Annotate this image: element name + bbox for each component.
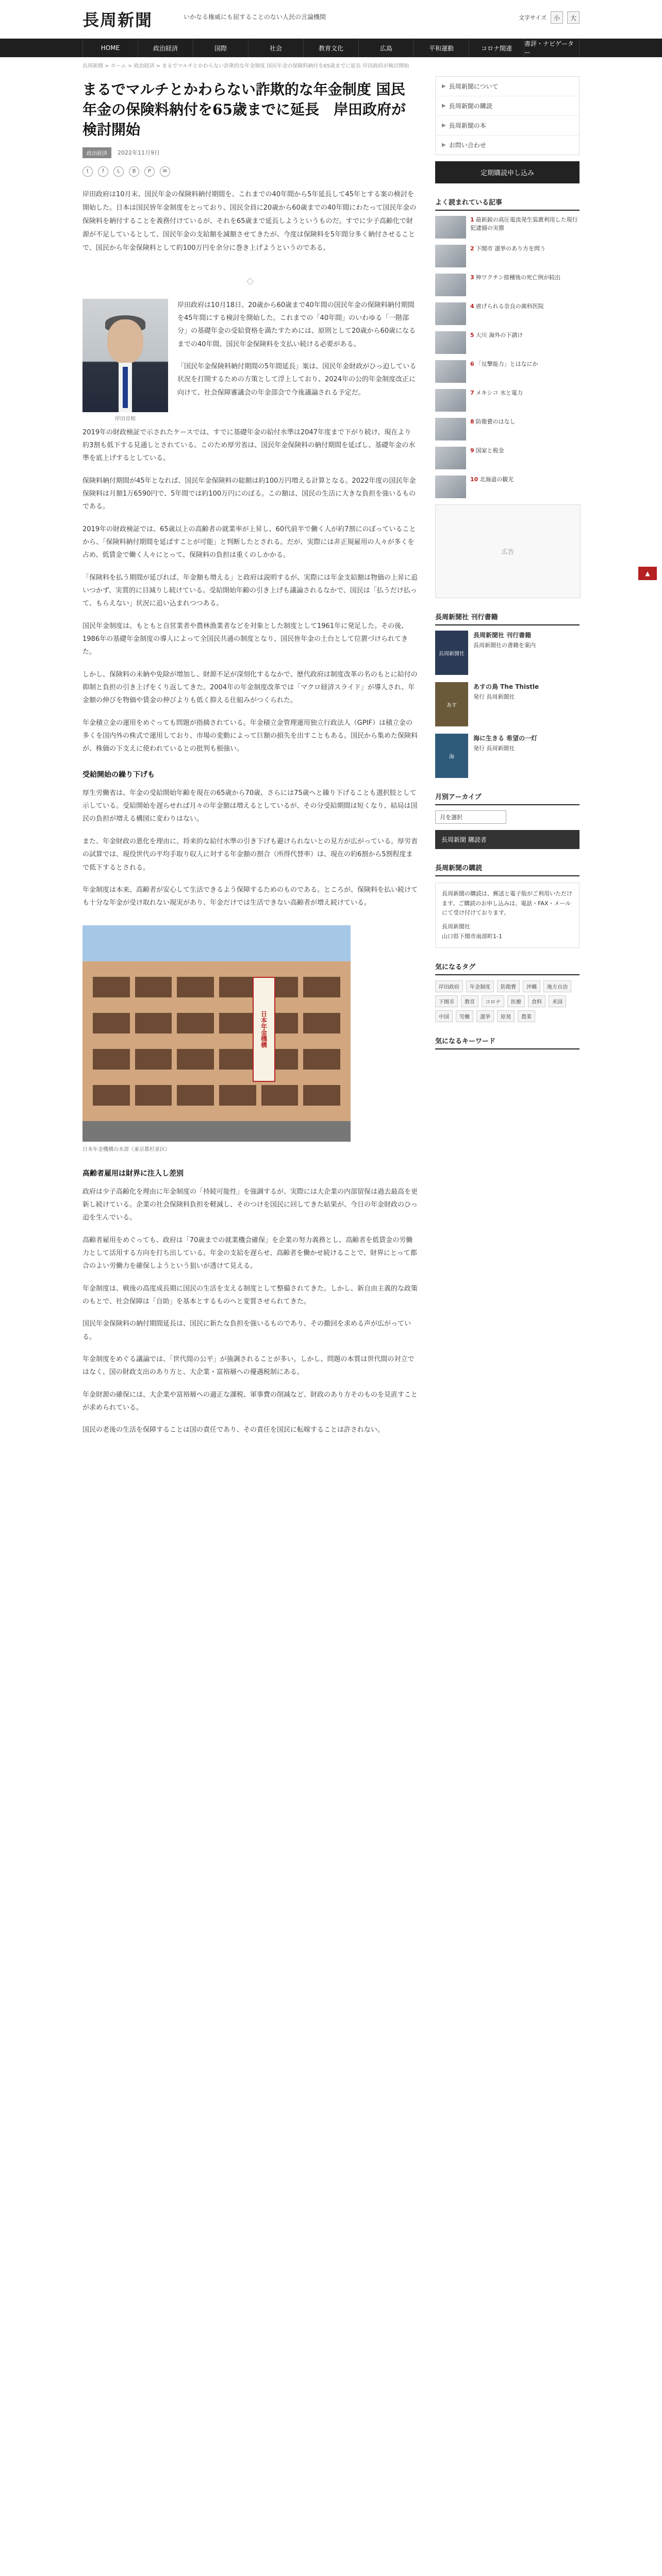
tag[interactable]: 防衛費 (497, 980, 520, 992)
chevron-right-icon: ▶ (442, 83, 446, 89)
article-title: まるでマルチとかわらない詐欺的な年金制度 国民年金の保険料納付を65歳までに延長 岸田政府が検討開始 (82, 81, 406, 139)
breadcrumb: 長周新聞 > ホーム > 政治経済 > まるでマルチとかわらない詐欺的な年金制度 国民年金の保険料納付を65歳までに延長 岸田政府が検討開始 (82, 63, 409, 69)
paragraph: 政府は少子高齢化を理由に年金制度の「持続可能性」を強調するが、実際には大企業の内部留保は過去最高を更新し続けている。企業の社会保険料負担を軽減し、そのつけを国民に回してきた結果が、今日の年金財政のひっ迫を生んでいる。 (82, 1188, 418, 1222)
article-date: 2022年11月9日 (118, 149, 160, 157)
scroll-top-button[interactable]: ▲ (638, 567, 657, 580)
thumbnail (435, 476, 466, 498)
tag[interactable]: 岸田政府 (435, 980, 463, 992)
category-badge[interactable]: 政治経済 (82, 147, 111, 158)
keywords-title: 気になるキーワード (435, 1036, 580, 1049)
chevron-right-icon: ▶ (442, 103, 446, 109)
thumbnail (435, 447, 466, 469)
address: 長周新聞社 山口県下関市南部町1-1 (442, 923, 502, 940)
books-title: 長周新聞社 刊行書籍 (435, 612, 580, 625)
paragraph: 年金財源の確保には、大企業や富裕層への適正な課税、軍事費の削減など、財政のあり方そのものを見直すことが求められている。 (82, 1391, 418, 1412)
thumbnail (435, 274, 466, 296)
archive-title: 月別アーカイブ (435, 791, 580, 805)
list-item[interactable]: 4 虐げられる奈良の歯科医院 (435, 302, 580, 325)
nav-item-international[interactable]: 国際 (193, 39, 249, 57)
paragraph: 年金制度をめぐる議論では、「世代間の公平」が強調されることが多い。しかし、問題の本質は世代間の対立ではなく、国の財政支出のあり方と、大企業・富裕層への優遇税制にある。 (82, 1355, 415, 1377)
email-icon[interactable]: ✉ (160, 166, 170, 177)
font-size-small-button[interactable]: 小 (551, 11, 563, 24)
top-bar (0, 0, 662, 39)
book-cover: 海 (435, 734, 468, 778)
building-sign: 日本年金機構 (253, 977, 275, 1082)
chevron-right-icon: ▶ (442, 123, 446, 128)
chevron-right-icon: ▶ (442, 142, 446, 148)
reader-button[interactable]: 長周新聞 購読者 (435, 830, 580, 849)
paragraph: 「国民年金保険料納付期間の5年間延長」案は、国民年金財政がひっ迫している状況を打開するための方策として浮上しており、2024年の公的年金制度改正に向けて、社会保障審議会の年金部会で今後議論される予定だ。 (177, 362, 417, 397)
portrait-caption: 岸田首相 (115, 416, 136, 422)
thumbnail (435, 302, 466, 325)
tag-list (435, 980, 580, 1022)
tag[interactable]: 沖縄 (523, 980, 540, 992)
list-item[interactable]: 5 大川 海外の下請け (435, 331, 580, 354)
paragraph: 国民年金保険料の納付期間延長は、国民に新たな負担を強いるものであり、その撤回を求める声が広がっている。 (82, 1320, 411, 1341)
thumbnail (435, 360, 466, 383)
tag[interactable]: 選挙 (476, 1010, 494, 1022)
subscribe-button[interactable]: 定期購読申し込み (435, 161, 580, 183)
tag[interactable]: 年金制度 (466, 980, 494, 992)
site-logo[interactable]: 長周新聞 (82, 10, 153, 30)
paragraph: 厚生労働省は、年金の受給開始年齢を現在の65歳から70歳、さらには75歳へと繰り下げることも選択肢として示している。受給開始を遅らせれば月々の年金額は増えるとしているが、その分受給期間は短くなり、結局は国民の負担が増える構図に変わりはない。 (82, 789, 418, 823)
book-item[interactable]: 海 海に生きる 希望の一灯 発行 長周新聞社 (435, 734, 580, 778)
tag[interactable]: 労働 (456, 1010, 473, 1022)
paragraph: 「保険料を払う期間が延びれば、年金額も増える」と政府は説明するが、実際には年金支給額は物価の上昇に追いつかず、実質的に目減りし続けている。受給開始年齢の引き上げも議論されるなかで、国民は「払うだけ払って、もらえない」状況に追い込まれつつある。 (82, 573, 418, 608)
line-icon[interactable]: L (113, 166, 124, 177)
thumbnail (435, 216, 466, 239)
font-size-large-button[interactable]: 大 (567, 11, 580, 24)
book-item[interactable]: 長周新聞社 長周新聞社 刊行書籍 長周新聞社の書籍を案内 (435, 631, 580, 675)
paragraph: また、年金財政の悪化を理由に、将来的な給付水準の引き下げも避けられないとの見方が広がっている。厚労省の試算では、現役世代の平均手取り収入に対する年金額の割合（所得代替率）は、現在の約6割から5割程度まで低下するとされる。 (82, 837, 418, 872)
main-nav (0, 39, 662, 57)
font-size-controls (519, 11, 580, 24)
subheading: 高齢者雇用は財界に注入し差別 (82, 1169, 184, 1178)
building-caption: 日本年金機構の本部（東京都杉並区） (82, 1146, 170, 1153)
tag[interactable]: 教育 (461, 995, 478, 1007)
subheading: 受給開始の繰り下げも (82, 770, 155, 779)
archive-select[interactable]: 月を選択 (435, 810, 506, 824)
feature-title: 長周新聞の購読 (435, 862, 580, 876)
article-lead: 岸田政府は10月末、国民年金の保険料納付期間を、これまでの40年間から5年延長して45年とする案の検討を開始した。日本は国民皆年金制度をとっており、国民全員に20歳から60歳までの40年間にわたって国民年金の保険料を納付することを義務付けているが、それを65歳まで延長しようというものだ。すでに少子高齢化で財源が不足しているとして、国民年金の支給額を減額させてきたが、今度は保険料を5年間分多く納付させることで、国民から年金保険料として約100万円を余分に巻き上げようというのである。 (82, 190, 417, 252)
hatena-icon[interactable]: B (129, 166, 139, 177)
nav-item-politics[interactable]: 政治経済 (138, 39, 193, 57)
sidebar-item-contact[interactable]: ▶ お問い合わせ (442, 142, 486, 149)
paragraph: 年金制度は、戦後の高度成長期に国民の生活を支える制度として整備されてきた。しかし、新自由主義的な政策のもとで、社会保障は「自助」を基本とするものへと変質させられてきた。 (82, 1284, 418, 1306)
portrait-photo (82, 299, 168, 412)
tag[interactable]: 中国 (435, 1010, 453, 1022)
book-cover: あす (435, 682, 468, 726)
book-cover: 長周新聞社 (435, 631, 468, 675)
tag[interactable]: 農業 (518, 1010, 535, 1022)
facebook-icon[interactable]: f (98, 166, 108, 177)
sidebar (435, 76, 580, 1446)
tag[interactable]: 原発 (497, 1010, 515, 1022)
nav-item-corona[interactable]: コロナ関連 (469, 39, 524, 57)
thumbnail (435, 389, 466, 412)
tag[interactable]: コロナ (482, 995, 504, 1007)
sidebar-item-about[interactable]: ▶ 長周新聞について (436, 77, 579, 96)
article (82, 76, 418, 1446)
paragraph: 岸田政府は10月18日、20歳から60歳まで40年間の国民年金の保険料納付期間を45年間にする検討を開始した。これまでの「40年間」のいわゆる「一階部分」の基礎年金の受給資格を満たすためには、原則として20歳から60歳になるまでの40年間、国民年金保険料を支払い続ける必要がある。 (177, 301, 416, 348)
building-photo (82, 925, 351, 1142)
share-buttons (82, 166, 418, 177)
ranking-list (435, 216, 580, 498)
feature-text: 長周新聞の購読は、郵送と電子版がご利用いただけます。ご購読のお申し込みは、電話・FAX・メールにて受け付けております。 (442, 890, 572, 917)
list-item[interactable]: 9 国家と税金 (435, 447, 580, 469)
paragraph: 国民の老後の生活を保障することは国の責任であり、その責任を国民に転嫁することは許されない。 (82, 1426, 385, 1434)
site-tagline: いかなる権威にも屈することのない人民の言論機関 (184, 13, 326, 21)
paragraph: 2019年の財政検証で示されたケースでは、すでに基礎年金の給付水準は2047年度まで下がり続け、現在より約3割も低下する見通しとされている。このため厚労省は、国民年金保険料の納付期間を延ばし、基礎年金の水準を底上げするとしている。 (82, 428, 416, 463)
sidebar-item-books[interactable]: ▶ 長周新聞の本 (436, 116, 579, 135)
tag[interactable]: 下関市 (435, 995, 458, 1007)
paragraph: 年金積立金の運用をめぐっても問題が指摘されている。年金積立金管理運用独立行政法人（GPIF）は積立金の多くを国内外の株式で運用しており、市場の変動によって巨額の損失を出すこともある。国民から集めた保険料が、株価の下支えに使われているとの批判も根強い。 (82, 719, 418, 753)
tag[interactable]: 医療 (507, 995, 525, 1007)
nav-item-books[interactable]: 書評・ナビゲーター (524, 39, 580, 57)
tag[interactable]: 地方自治 (543, 980, 571, 992)
tag[interactable]: 米国 (549, 995, 566, 1007)
list-item[interactable]: 7 メキシコ 水と電力 (435, 389, 580, 412)
tag[interactable]: 食料 (528, 995, 545, 1007)
nav-item-peace[interactable]: 平和運動 (414, 39, 469, 57)
nav-item-home[interactable]: HOME (82, 39, 138, 57)
nav-item-education[interactable]: 教育文化 (304, 39, 359, 57)
ranking-title: よく読まれている記事 (435, 197, 580, 211)
divider: ◇ (246, 275, 254, 286)
list-item[interactable]: 6 「反撃能力」とはなにか (435, 360, 580, 383)
portrait-figure (82, 299, 168, 422)
paragraph: 2019年の財政検証では、65歳以上の高齢者の就業率が上昇し、60代前半で働く人が約7割にのぼっていることから、「保険料納付期間を延ばすことが可能」と判断したとされる。だが、実際には非正規雇用の人々が多くを占め、低賃金で働く人々にとって、保険料の負担は重くのしかかる。 (82, 525, 416, 560)
tags-title: 気になるタグ (435, 961, 580, 975)
paragraph: 年金制度は本来、高齢者が安心して生活できるよう保障するためのものである。ところが、保険料を払い続けても十分な年金が受け取れない現実があり、年金だけでは生活できない高齢者が増え続けている。 (82, 886, 418, 907)
paragraph: 高齢者雇用をめぐっても、政府は「70歳までの就業機会確保」を企業の努力義務とし、高齢者を低賃金の労働力として活用する方向を打ち出している。年金の支給を遅らせ、高齢者を働かせ続けることで、財界にとって都合のよい労働力を確保しようという狙いが透けて見える。 (82, 1236, 417, 1270)
article-body (82, 299, 418, 1437)
thumbnail (435, 331, 466, 354)
nav-item-hiroshima[interactable]: 広島 (359, 39, 414, 57)
pocket-icon[interactable]: P (144, 166, 155, 177)
paragraph: 保険料納付期間が45年となれば、国民年金保険料の総額は約100万円増える計算となる。2022年度の国民年金保険料は月額1万6590円で、5年間では約100万円にのぼる。この額は、国民の生活に大きな負担を強いるものである。 (82, 477, 416, 511)
nav-item-society[interactable]: 社会 (249, 39, 304, 57)
font-size-label: 文字サイズ (518, 14, 547, 21)
feature-box (435, 883, 580, 948)
thumbnail (435, 245, 466, 267)
list-item[interactable]: 8 防衛費のはなし (435, 418, 580, 440)
book-item[interactable]: あす あすの鳥 The Thistle 発行 長周新聞社 (435, 682, 580, 726)
list-item[interactable]: 1 最新鋭の高圧電流発生装置利用した現行犯逮捕の実態 (435, 216, 580, 239)
sidebar-menu (435, 76, 580, 155)
paragraph: しかし、保険料の未納や免除が増加し、財源不足が深刻化するなかで、歴代政府は制度改革の名のもとに給付の抑制と負担の引き上げをくり返してきた。2004年の年金制度改革では「マクロ経済スライド」が導入され、年金額の伸びを物価や賃金の伸びよりも低く抑える仕組みがつくられた。 (82, 670, 418, 705)
ad-banner[interactable]: 広告 (435, 504, 581, 598)
sidebar-item-subscribe[interactable]: ▶ 長周新聞の購読 (436, 96, 579, 116)
list-item[interactable]: 2 下関市 選挙のあり方を問う (435, 245, 580, 267)
list-item[interactable]: 10 北海道の観光 (435, 476, 580, 498)
list-item[interactable]: 3 神ワクチン接種後の死亡例が続出 (435, 274, 580, 296)
paragraph: 国民年金制度は、もともと自営業者や農林漁業者などを対象とした制度として1961年に発足した。その後、1986年の基礎年金制度の導入によって全国民共通の制度となり、国民皆年金の土台として位置づけられてきた。 (82, 622, 408, 656)
twitter-icon[interactable]: t (82, 166, 93, 177)
thumbnail (435, 418, 466, 440)
